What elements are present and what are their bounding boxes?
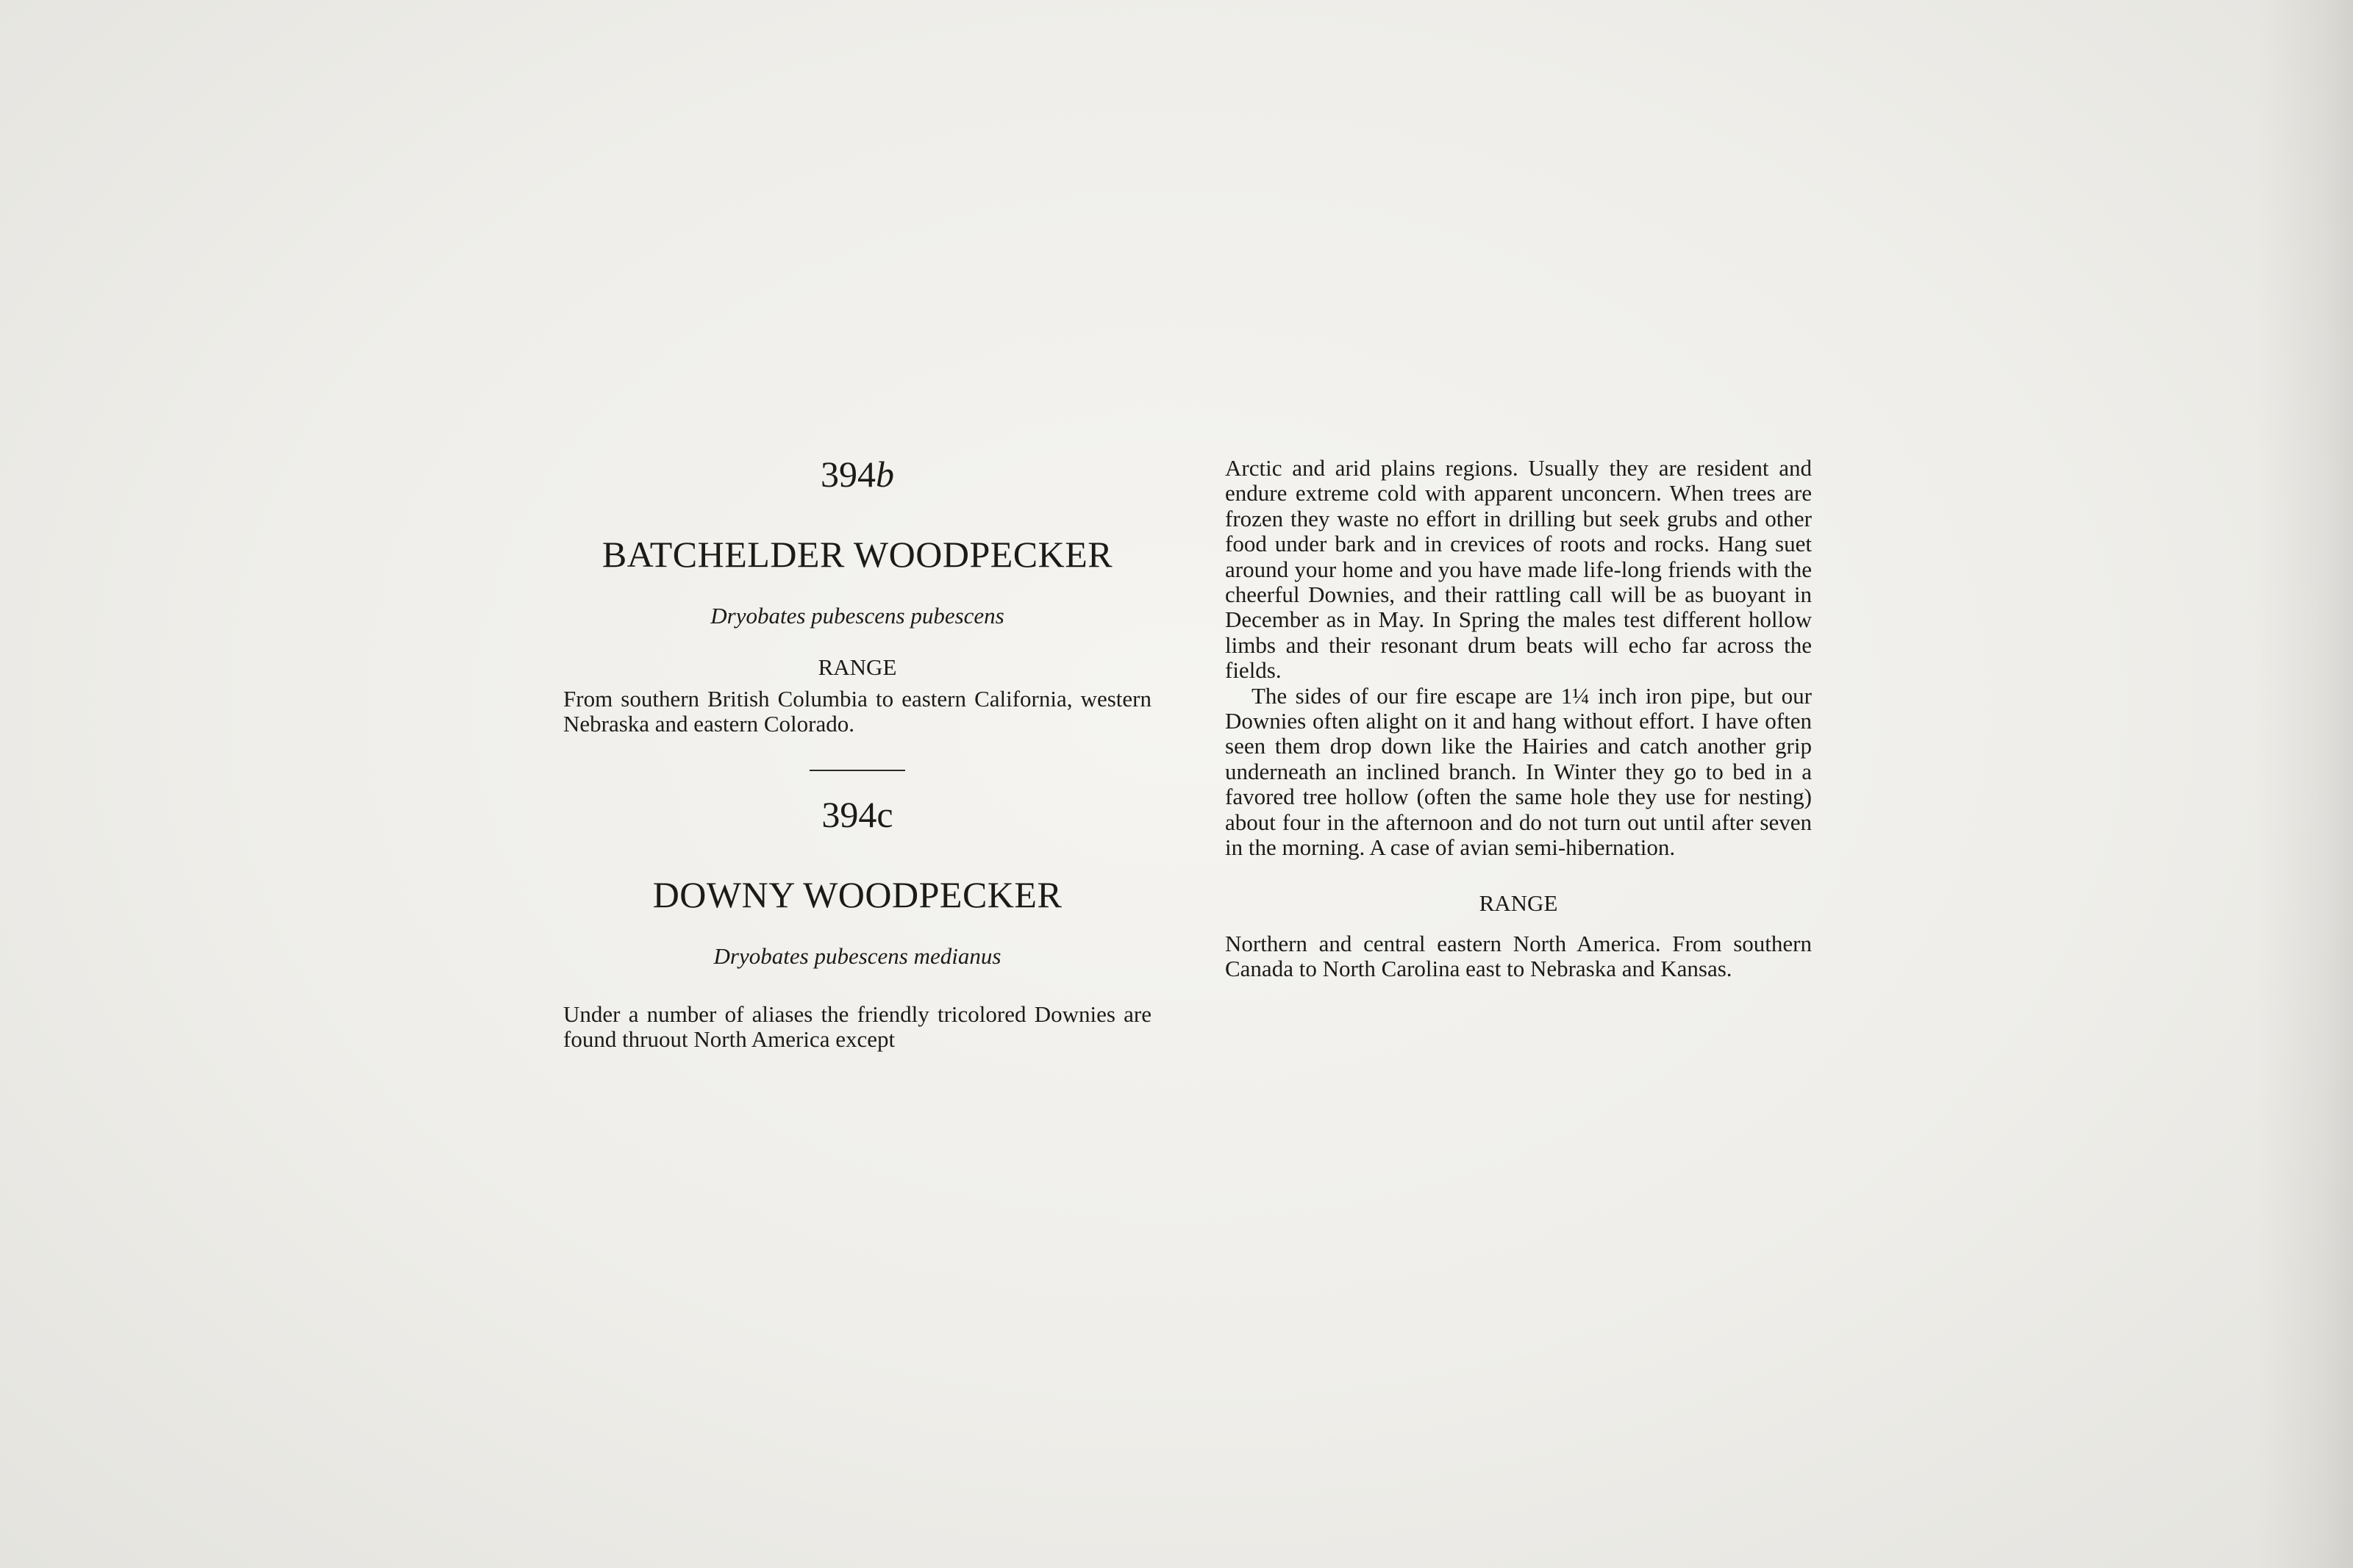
scientific-name-batchelder: Dryobates pubescens pubescens — [710, 603, 1004, 629]
species-title-downy: DOWNY WOODPECKER — [652, 873, 1063, 915]
species-title-batchelder: BATCHELDER WOODPECKER — [601, 534, 1113, 575]
description-downy-part2: Arctic and arid plains regions. Usually they are resident and endure extreme cold with apparent unconcern. When trees are frozen they waste no effort in drilling but seek grubs and other food under bark and in crevices of roots and rocks. Hang suet around your home and you have made life-long friends with the cheerful Downies, and their rattling call will be as buoyant in December as in May. In Spring the males test different hollow limbs and their resonant drum beats will echo far across the fields. — [1225, 455, 1812, 684]
entry-number-suffix: b — [876, 454, 894, 495]
scientific-name-downy: Dryobates pubescens medianus — [713, 942, 1001, 969]
range-heading-batchelder: RANGE — [818, 654, 897, 680]
range-heading-downy: RANGE — [1479, 889, 1558, 916]
page-edge-shadow — [2257, 0, 2353, 1568]
entry-number-394c: 394c — [821, 793, 893, 835]
right-column — [1225, 456, 1812, 981]
entry-number-main: 394 — [821, 454, 876, 495]
left-column — [563, 448, 1151, 1053]
range-text-downy: Northern and central eastern North America. From southern Canada to North Carolina east to Nebraska and Kansas. — [1225, 930, 1812, 981]
range-text-batchelder: From southern British Columbia to eastern California, western Nebraska and eastern Colorado. — [563, 686, 1151, 737]
section-divider — [810, 770, 905, 771]
description-downy-part1: Under a number of aliases the friendly tricolored Downies are found thruout North America except — [563, 1000, 1151, 1053]
entry-number-394b — [563, 448, 1151, 500]
description-downy-paragraph2: The sides of our fire escape are 1¼ inch iron pipe, but our Downies often alight on it and hang without effort. I have often seen them drop down like the Hairies and catch another grip underneath an inclined branch. In Winter they go to bed in a favored tree hollow (often the same hole they use for nesting) about four in the afternoon and do not turn out until after seven in the morning. A case of avian semi-hibernation. — [1225, 682, 1812, 861]
